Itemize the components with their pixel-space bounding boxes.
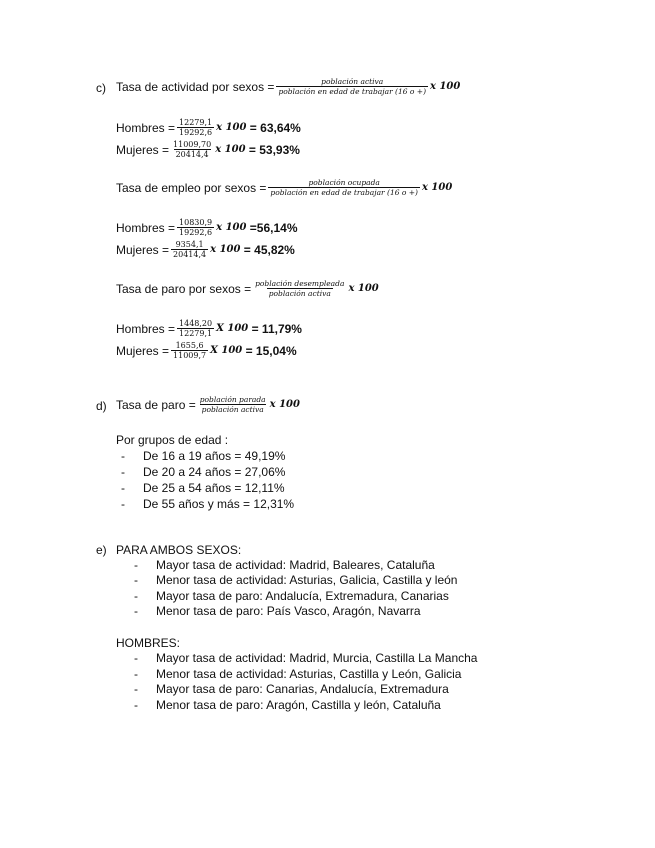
paro-hombres-result: = 11,79% bbox=[251, 321, 302, 336]
multiplier: x 100 bbox=[348, 283, 379, 294]
list-dash: - bbox=[121, 449, 125, 463]
tasa-empleo-formula bbox=[116, 178, 452, 197]
fraction-numerator: población ocupada bbox=[308, 178, 380, 187]
hombres-label: Hombres = bbox=[116, 120, 176, 135]
tasa-paro-sexos-label: Tasa de paro por sexos = bbox=[116, 281, 252, 296]
ambos-item bbox=[134, 604, 421, 618]
multiplier: X 100 bbox=[210, 345, 243, 356]
fraction-denominator: 12279,1 bbox=[179, 329, 213, 338]
fraction-denominator: población en edad de trabajar (16 o +) bbox=[270, 188, 418, 197]
multiplier: x 100 bbox=[210, 244, 241, 255]
fraction-numerator: 9354,1 bbox=[175, 240, 204, 249]
actividad-mujeres-line bbox=[116, 140, 300, 159]
empleo-hombres-fraction bbox=[177, 218, 214, 237]
hombres-item bbox=[134, 698, 441, 712]
mujeres-label: Mujeres = bbox=[116, 343, 170, 358]
tasa-actividad-label: Tasa de actividad por sexos = bbox=[116, 79, 275, 94]
fraction-denominator: 11009,7 bbox=[173, 351, 207, 360]
tasa-paro-formula bbox=[116, 395, 300, 414]
list-item-text: De 25 a 54 años = 12,11% bbox=[143, 481, 285, 495]
list-item-text: Menor tasa de paro: País Vasco, Aragón, Navarra bbox=[156, 604, 421, 618]
fraction-denominator: 20414,4 bbox=[173, 250, 207, 259]
list-dash: - bbox=[134, 589, 138, 603]
list-dash: - bbox=[134, 698, 138, 712]
hombres-item bbox=[134, 682, 449, 696]
hombres-title: HOMBRES: bbox=[116, 636, 181, 650]
mujeres-label: Mujeres = bbox=[116, 242, 170, 257]
actividad-mujeres-result: = 53,93% bbox=[248, 142, 300, 157]
age-group-item bbox=[121, 449, 285, 463]
ambos-item bbox=[134, 589, 449, 603]
list-item-text: Menor tasa de actividad: Asturias, Castilla y León, Galicia bbox=[156, 667, 462, 681]
paro-mujeres-fraction bbox=[171, 341, 208, 360]
fraction-numerator: población activa bbox=[321, 77, 384, 86]
list-dash: - bbox=[134, 558, 138, 572]
grupos-edad-title: Por grupos de edad : bbox=[116, 433, 229, 447]
list-item-text: Menor tasa de actividad: Asturias, Galicia, Castilla y león bbox=[156, 573, 458, 587]
list-dash: - bbox=[134, 651, 138, 665]
fraction-numerator: población parada bbox=[199, 395, 266, 404]
fraction-denominator: 19292,6 bbox=[179, 228, 213, 237]
multiplier: x 100 bbox=[216, 222, 247, 233]
ambos-item bbox=[134, 573, 457, 587]
multiplier: x 100 bbox=[430, 81, 461, 92]
list-item-text: Mayor tasa de paro: Canarias, Andalucía, Extremadura bbox=[156, 682, 449, 696]
list-dash: - bbox=[134, 667, 138, 681]
ambos-sexos-title: PARA AMBOS SEXOS: bbox=[116, 543, 242, 557]
empleo-mujeres-fraction bbox=[171, 240, 208, 259]
empleo-hombres-line bbox=[116, 218, 298, 237]
list-item-text: De 16 a 19 años = 49,19% bbox=[143, 449, 286, 463]
multiplier: x 100 bbox=[269, 399, 300, 410]
tasa-paro-sexos-fraction bbox=[253, 279, 346, 298]
list-dash: - bbox=[134, 573, 138, 587]
section-d-letter: d) bbox=[96, 399, 107, 413]
hombres-label: Hombres = bbox=[116, 220, 176, 235]
empleo-hombres-result: =56,14% bbox=[249, 220, 298, 235]
actividad-mujeres-fraction bbox=[171, 140, 213, 159]
fraction-numerator: población desempleada bbox=[255, 279, 345, 288]
hombres-label: Hombres = bbox=[116, 321, 176, 336]
list-dash: - bbox=[121, 465, 125, 479]
age-group-item bbox=[121, 497, 294, 511]
fraction-numerator: 10830,9 bbox=[179, 218, 213, 227]
empleo-mujeres-result: = 45,82% bbox=[243, 242, 295, 257]
tasa-empleo-fraction bbox=[268, 178, 420, 197]
fraction-denominator: población en edad de trabajar (16 o +) bbox=[278, 87, 426, 96]
tasa-paro-label: Tasa de paro = bbox=[116, 397, 196, 412]
multiplier: x 100 bbox=[216, 122, 247, 133]
fraction-numerator: 1448,20 bbox=[179, 319, 213, 328]
paro-hombres-line bbox=[116, 319, 302, 338]
multiplier: X 100 bbox=[216, 323, 249, 334]
fraction-numerator: 1655,6 bbox=[175, 341, 204, 350]
list-dash: - bbox=[134, 604, 138, 618]
tasa-actividad-formula bbox=[116, 77, 460, 96]
fraction-numerator: 11009,70 bbox=[173, 140, 212, 149]
section-c-letter: c) bbox=[96, 81, 106, 95]
empleo-mujeres-line bbox=[116, 240, 295, 259]
tasa-paro-fraction bbox=[198, 395, 268, 414]
list-item-text: De 55 años y más = 12,31% bbox=[143, 497, 295, 511]
fraction-numerator: 12279,1 bbox=[179, 118, 213, 127]
age-group-item bbox=[121, 481, 285, 495]
hombres-item bbox=[134, 651, 477, 665]
list-dash: - bbox=[121, 481, 125, 495]
paro-mujeres-line bbox=[116, 341, 297, 360]
list-dash: - bbox=[121, 497, 125, 511]
list-item-text: Menor tasa de paro: Aragón, Castilla y león, Cataluña bbox=[156, 698, 441, 712]
multiplier: x 100 bbox=[421, 182, 453, 193]
actividad-hombres-result: = 63,64% bbox=[249, 120, 301, 135]
list-dash: - bbox=[134, 682, 138, 696]
list-item-text: De 20 a 24 años = 27,06% bbox=[143, 465, 286, 479]
hombres-item bbox=[134, 667, 461, 681]
list-item-text: Mayor tasa de actividad: Madrid, Baleares, Cataluña bbox=[156, 558, 435, 572]
fraction-denominator: 19292,6 bbox=[179, 128, 213, 137]
fraction-denominator: población activa bbox=[201, 405, 264, 414]
fraction-denominator: población activa bbox=[268, 289, 331, 298]
section-e-letter: e) bbox=[96, 543, 107, 557]
list-item-text: Mayor tasa de actividad: Madrid, Murcia, Castilla La Mancha bbox=[156, 651, 478, 665]
age-group-item bbox=[121, 465, 285, 479]
tasa-actividad-fraction bbox=[276, 77, 428, 96]
mujeres-label: Mujeres = bbox=[116, 142, 170, 157]
actividad-hombres-fraction bbox=[177, 118, 214, 137]
paro-mujeres-result: = 15,04% bbox=[245, 343, 297, 358]
actividad-hombres-line bbox=[116, 118, 301, 137]
tasa-paro-sexos-formula bbox=[116, 279, 379, 298]
paro-hombres-fraction bbox=[177, 319, 214, 338]
ambos-item bbox=[134, 558, 435, 572]
fraction-denominator: 20414,4 bbox=[175, 150, 209, 159]
tasa-empleo-label: Tasa de empleo por sexos = bbox=[116, 180, 267, 195]
multiplier: x 100 bbox=[215, 144, 246, 155]
list-item-text: Mayor tasa de paro: Andalucía, Extremadura, Canarias bbox=[156, 589, 449, 603]
